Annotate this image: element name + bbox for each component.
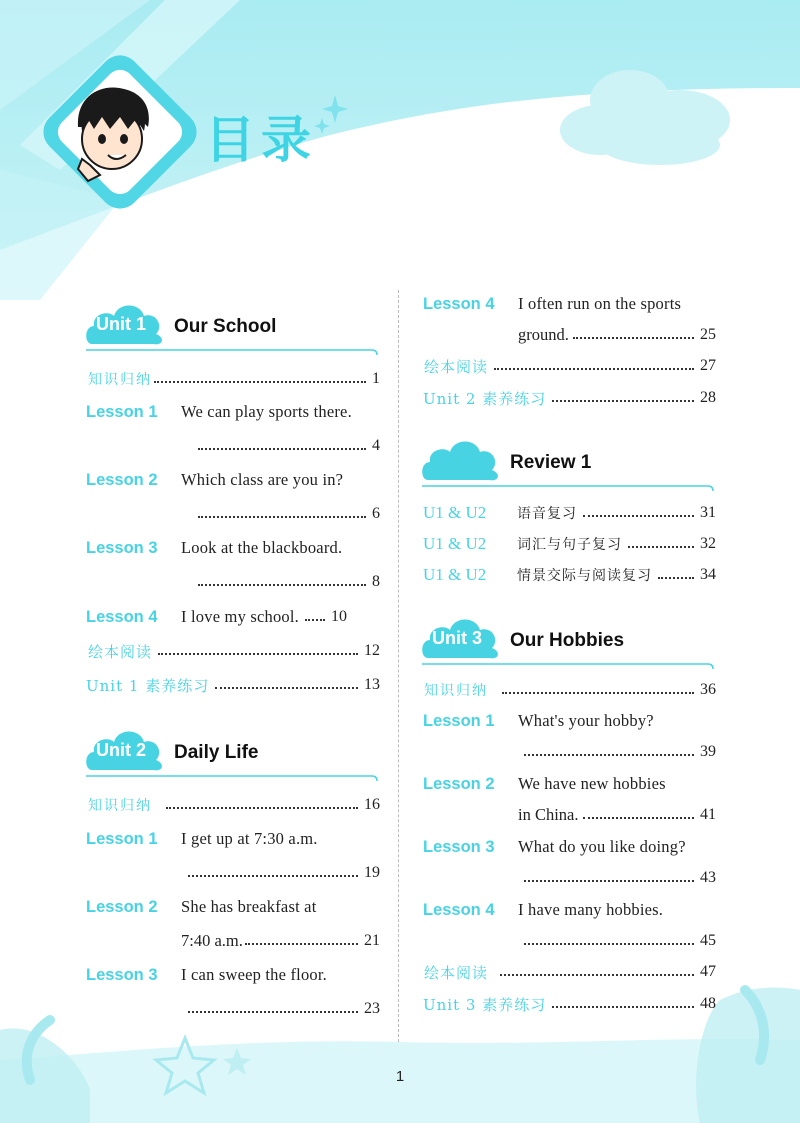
page-ref: 25: [700, 326, 716, 343]
unit1-heading: Our School: [174, 316, 277, 337]
toc-entry-cont[interactable]: [522, 737, 716, 767]
lesson-label: Lesson 2: [86, 897, 158, 916]
page-ref: 10: [330, 608, 347, 625]
lesson-label: Lesson 2: [86, 470, 158, 489]
toc-entry[interactable]: [88, 364, 380, 394]
toc-entry-cont[interactable]: [522, 926, 716, 956]
leader-dots: [524, 937, 694, 945]
cloud-badge-icon: [420, 432, 502, 484]
toc-entry[interactable]: [86, 960, 380, 990]
toc-entry-cont[interactable]: [196, 499, 380, 529]
page-ref: 47: [700, 963, 716, 980]
lesson-label: Lesson 1: [86, 829, 158, 848]
leader-dots: [166, 801, 358, 809]
leader-dots: [524, 874, 694, 882]
page-ref: 12: [364, 642, 380, 659]
leader-dots: [188, 869, 358, 877]
page-ref: 8: [372, 573, 380, 590]
page-ref: 48: [700, 995, 716, 1012]
leader-dots: [198, 578, 366, 586]
entry-label: 知识归纳: [88, 372, 152, 388]
lesson-title: I have many hobbies.: [518, 900, 664, 919]
lesson-label: Lesson 3: [423, 837, 495, 856]
review-label: U1 & U2: [423, 534, 487, 553]
column-divider: [398, 290, 399, 1042]
page-ref: 39: [700, 743, 716, 760]
page-ref: 6: [372, 505, 380, 522]
entry-label: 知识归纳: [88, 798, 152, 814]
lesson-label: Lesson 4: [423, 294, 495, 313]
lesson-title: I often run on the sports: [518, 294, 682, 313]
leader-dots: [583, 509, 694, 517]
toc-entry[interactable]: [423, 560, 716, 590]
lesson-title: I can sweep the floor.: [181, 965, 327, 984]
entry-label: Unit 2 素养练习: [423, 389, 547, 408]
leader-dots: [494, 362, 694, 370]
entry-label: Unit 1 素养练习: [86, 676, 210, 695]
unit3-badge: Unit 3: [432, 628, 483, 648]
toc-entry[interactable]: [424, 351, 716, 381]
page-ref: 16: [364, 796, 380, 813]
lesson-label: Lesson 4: [86, 607, 158, 626]
unit1-header: [84, 296, 384, 356]
leader-dots: [154, 375, 366, 383]
lesson-title: She has breakfast at: [181, 897, 317, 916]
review-label: U1 & U2: [423, 565, 487, 584]
lesson-title: We can play sports there.: [181, 402, 352, 421]
page-number: 1: [395, 1068, 405, 1085]
review-title: 语音复习: [517, 506, 577, 522]
unit3-header: [420, 610, 720, 670]
lesson-title: We have new hobbies: [518, 774, 666, 793]
leader-dots: [215, 681, 358, 689]
lesson-title-cont: in China.: [518, 805, 579, 824]
toc-entry-cont[interactable]: [522, 863, 716, 893]
toc-entry[interactable]: [88, 790, 380, 820]
toc-entry[interactable]: [86, 533, 380, 563]
leader-dots: [198, 510, 366, 518]
unit2-header: [84, 722, 384, 782]
page-ref: 28: [700, 389, 716, 406]
page-ref: 23: [364, 1000, 380, 1017]
toc-entry[interactable]: [424, 957, 716, 987]
page-title: 目录: [205, 111, 317, 169]
unit2-heading: Daily Life: [174, 742, 259, 763]
leader-dots: [245, 937, 358, 945]
lesson-label: Lesson 4: [423, 900, 495, 919]
lesson-title-cont: 7:40 a.m.: [181, 931, 243, 950]
page-ref: 27: [700, 357, 716, 374]
review-label: U1 & U2: [423, 503, 487, 522]
leader-dots: [573, 331, 694, 339]
entry-label: Unit 3 素养练习: [423, 995, 547, 1014]
toc-entry-cont[interactable]: [196, 431, 380, 461]
entry-label: 知识归纳: [424, 683, 488, 699]
toc-entry[interactable]: [88, 636, 380, 666]
lesson-label: Lesson 1: [86, 402, 158, 421]
toc-entry[interactable]: [86, 397, 380, 427]
toc-entry-cont[interactable]: [518, 320, 716, 350]
toc-entry[interactable]: [86, 892, 380, 922]
page-ref: 19: [364, 864, 380, 881]
toc-entry[interactable]: [86, 670, 380, 700]
lesson-title: I love my school.: [181, 607, 299, 626]
toc-entry-cont[interactable]: [186, 994, 380, 1024]
page-ref: 31: [700, 504, 716, 521]
toc-entry[interactable]: [86, 824, 380, 854]
toc-entry[interactable]: [86, 465, 380, 495]
toc-entry[interactable]: [423, 769, 717, 799]
leader-dots: [305, 613, 325, 621]
leader-dots: [198, 442, 366, 450]
page-ref: 34: [700, 566, 716, 583]
toc-entry[interactable]: [423, 832, 717, 862]
toc-entry[interactable]: [423, 989, 716, 1019]
page-ref: 45: [700, 932, 716, 949]
leader-dots: [158, 647, 358, 655]
unit3-heading: Our Hobbies: [510, 630, 625, 651]
toc-entry[interactable]: [86, 602, 380, 632]
leader-dots: [188, 1005, 358, 1013]
page-ref: 36: [700, 681, 716, 698]
leader-dots: [552, 394, 694, 402]
review1-heading: Review 1: [510, 452, 592, 473]
toc-entry-cont[interactable]: [518, 800, 716, 830]
page-ref: 21: [364, 932, 380, 949]
lesson-label: Lesson 3: [86, 538, 158, 557]
lesson-label: Lesson 2: [423, 774, 495, 793]
leader-dots: [628, 540, 694, 548]
lesson-title: I get up at 7:30 a.m.: [181, 829, 318, 848]
page-ref: 41: [700, 806, 716, 823]
leader-dots: [658, 571, 694, 579]
lesson-label: Lesson 3: [86, 965, 158, 984]
toc-entry[interactable]: [423, 529, 716, 559]
page-ref: 13: [364, 676, 380, 693]
lesson-label: Lesson 1: [423, 711, 495, 730]
lesson-title: Which class are you in?: [181, 470, 344, 489]
toc-entry[interactable]: [424, 675, 716, 705]
leader-dots: [524, 748, 694, 756]
leader-dots: [500, 968, 694, 976]
lesson-title: What's your hobby?: [518, 711, 654, 730]
unit1-badge: Unit 1: [96, 314, 147, 334]
toc-entry[interactable]: [423, 706, 717, 736]
page-ref: 1: [372, 370, 380, 387]
entry-label: 绘本阅读: [424, 963, 489, 982]
heading-underline: [86, 348, 378, 356]
page-ref: 4: [372, 437, 380, 454]
page-ref: 32: [700, 535, 716, 552]
heading-underline: [422, 662, 714, 670]
toc-entry[interactable]: [423, 289, 717, 319]
entry-label: 绘本阅读: [424, 357, 489, 376]
heading-underline: [422, 484, 714, 492]
toc-entry[interactable]: [423, 895, 717, 925]
lesson-title: Look at the blackboard.: [181, 538, 343, 557]
unit2-badge: Unit 2: [96, 740, 147, 760]
entry-label: 绘本阅读: [88, 642, 153, 661]
lesson-title-cont: ground.: [518, 325, 569, 344]
toc-entry-cont[interactable]: [186, 858, 380, 888]
toc-entry-cont[interactable]: [196, 567, 380, 597]
page-ref: 43: [700, 869, 716, 886]
leader-dots: [583, 811, 695, 819]
toc-entry-cont[interactable]: [181, 926, 380, 956]
leader-dots: [552, 1000, 694, 1008]
toc-entry[interactable]: [423, 498, 716, 528]
review-title: 词汇与句子复习: [517, 537, 622, 553]
review1-header: [420, 432, 720, 492]
lesson-title: What do you like doing?: [518, 837, 686, 856]
leader-dots: [502, 686, 694, 694]
heading-underline: [86, 774, 378, 782]
toc-entry[interactable]: [423, 383, 716, 413]
review-title: 情景交际与阅读复习: [517, 568, 652, 584]
